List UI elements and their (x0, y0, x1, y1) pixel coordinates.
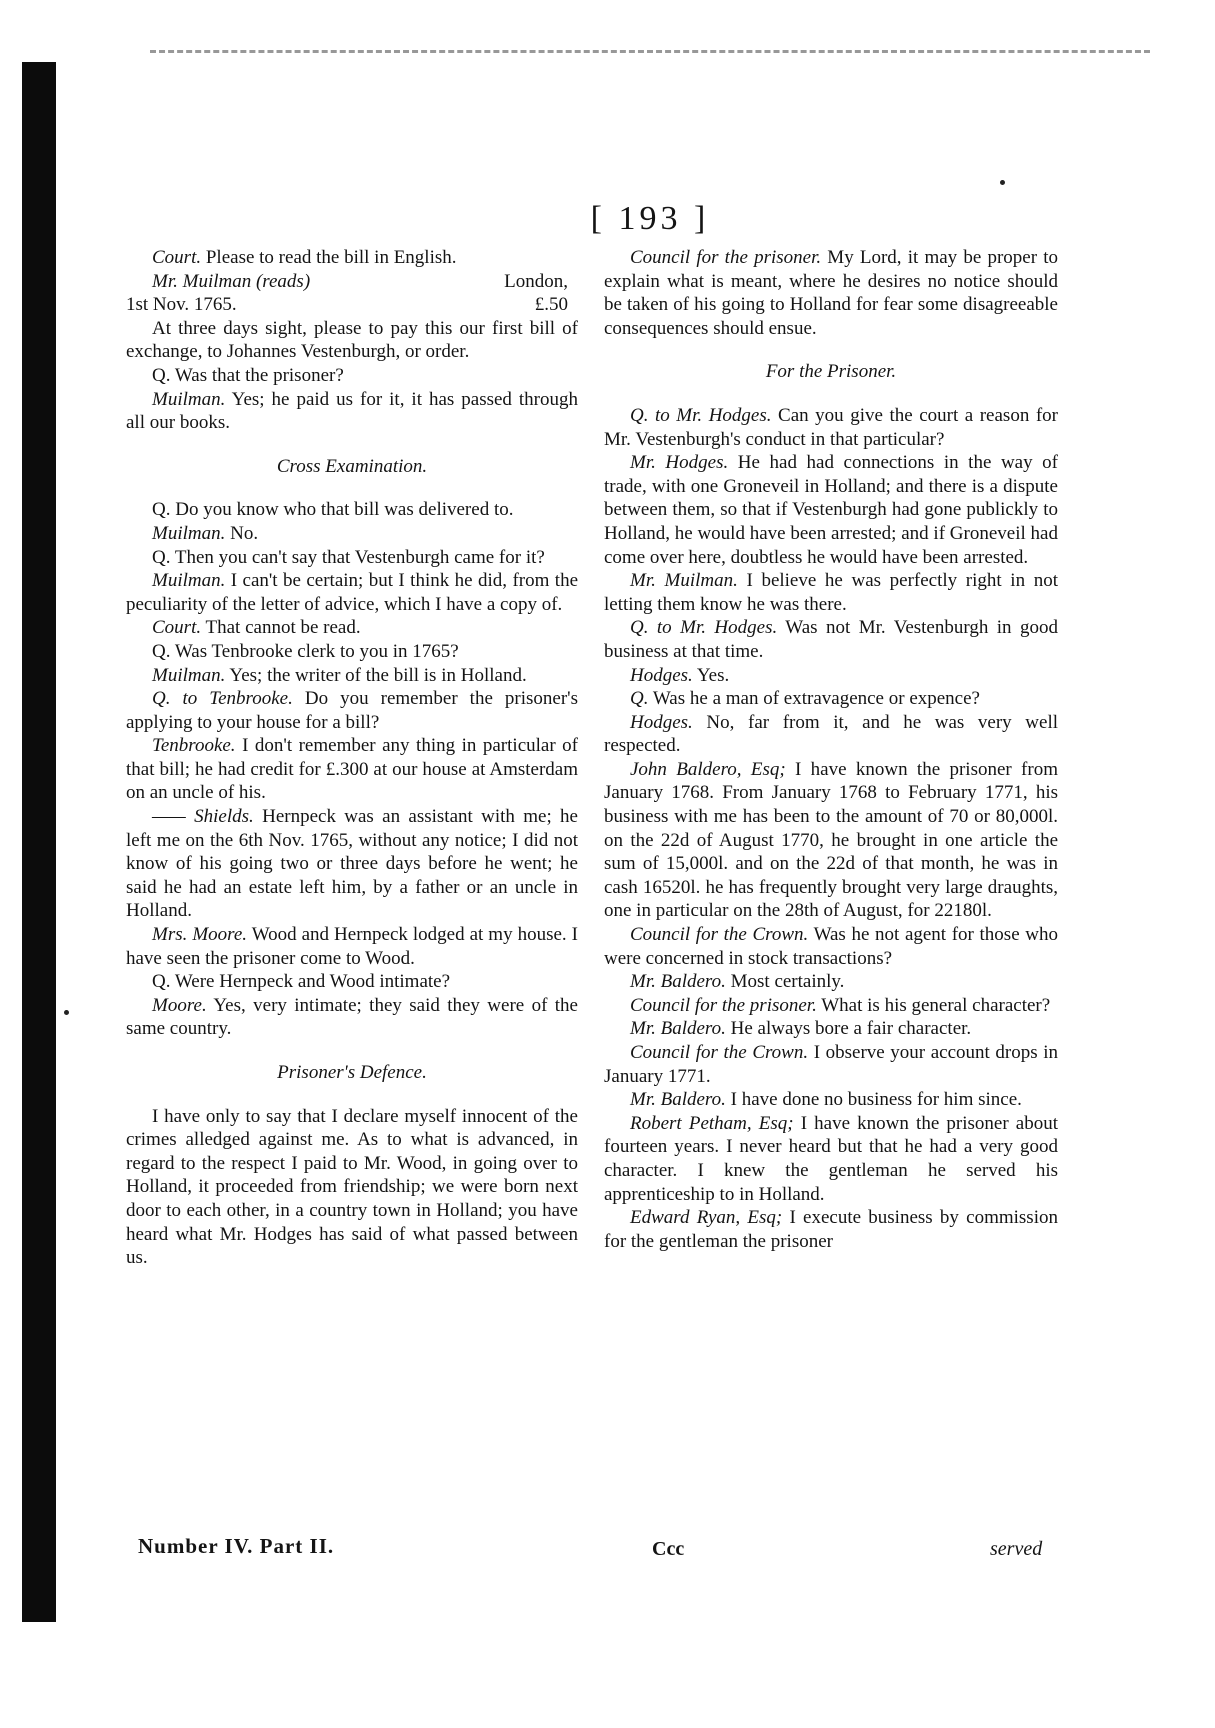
testimony-paragraph (604, 451, 1058, 569)
testimony-paragraph (126, 364, 578, 388)
bill-left-text: 1st Nov. 1765. (126, 294, 237, 316)
paragraph-text: I don't remember any thing in particular of that bill; he had credit for £.300 at our house at Amsterdam on an uncle of his. (126, 735, 578, 804)
testimony-paragraph (604, 569, 1058, 616)
testimony-paragraph (604, 246, 1058, 340)
speaker-label: Q. to Mr. Hodges. (630, 617, 778, 639)
paragraph-text: My Lord, it may be proper to explain what is meant, where he desires no notice should be taken of his going to Holland for fear some disagreeable consequences should ensue. (604, 247, 1058, 339)
testimony-paragraph (604, 687, 1058, 711)
speaker-label: Mr. Baldero. (630, 971, 726, 993)
testimony-paragraph (126, 388, 578, 435)
section-heading: For the Prisoner. (765, 361, 897, 383)
right-column (604, 246, 1058, 1253)
paragraph-text: Q. Was that the prisoner? (152, 364, 344, 386)
speaker-label: Mr. Baldero. (630, 1018, 726, 1040)
testimony-paragraph (126, 498, 578, 522)
testimony-paragraph (126, 970, 578, 994)
testimony-paragraph (604, 1088, 1058, 1112)
paragraph-text: Yes. (692, 664, 730, 686)
speaker-label: Court. (152, 617, 202, 639)
testimony-paragraph (126, 923, 578, 970)
paragraph-text: Wood and Hernpeck lodged at my house. I have seen the prisoner come to Wood. (126, 924, 578, 969)
paragraph-text: Was he a man of extravagence or expence? (648, 688, 980, 710)
paragraph-text: What is his general character? (816, 994, 1051, 1016)
testimony-paragraph (604, 616, 1058, 663)
speaker-label: —— Shields. (152, 806, 254, 828)
paragraph-text: I have known the prisoner about fourteen years. I never heard but that he had a very good character. I knew the gentleman he served his apprenticeship to in Holland. (604, 1112, 1058, 1205)
testimony-paragraph (604, 970, 1058, 994)
catchword: served (990, 1538, 1043, 1560)
speaker-label: Mr. Muilman. (630, 570, 738, 592)
speaker-label: Hodges. (630, 711, 693, 733)
testimony-paragraph (126, 246, 578, 270)
testimony-paragraph (604, 923, 1058, 970)
speaker-label: Muilman. (152, 388, 226, 410)
speaker-label: Council for the prisoner. (630, 247, 822, 268)
speaker-label: Hodges. (630, 664, 693, 686)
testimony-paragraph (604, 664, 1058, 688)
testimony-paragraph (604, 1041, 1058, 1088)
paragraph-text: Yes, very intimate; they said they were of the same country. (126, 994, 578, 1040)
bill-date-line (126, 293, 578, 317)
testimony-paragraph (604, 711, 1058, 758)
paragraph-text: I have done no business for him since. (725, 1089, 1022, 1111)
speaker-label: Q. to Mr. Hodges. (630, 404, 772, 426)
paragraph-text: That cannot be read. (201, 617, 361, 639)
testimony-paragraph (126, 640, 578, 664)
paragraph-text: He had had connections in the way of trade, with one Groneveil in Holland; and there is a dispute between them, so that if Vestenburgh had gone publickly to Holland, he would have been arrested; and if Groneveil had come over here, doubtless he would have been arrested. (604, 452, 1058, 568)
speaker-label: Court. (152, 247, 202, 268)
paragraph-text: Hernpeck was an assistant with me; he left me on the 6th Nov. 1765, without any notice; I did not know of his going two or three days before he went; he said he had an estate left him, by a father or an uncle in Holland. (126, 806, 578, 922)
paragraph-text: Q. Then you can't say that Vestenburgh came for it? (152, 546, 545, 568)
section-heading: Cross Examination. (276, 455, 428, 477)
paragraph-text: Most certainly. (725, 971, 845, 993)
testimony-paragraph (604, 1206, 1058, 1253)
ink-speck (64, 1010, 69, 1015)
testimony-paragraph (126, 805, 578, 923)
paragraph-text: I observe your account drops in January 1771. (604, 1042, 1058, 1087)
speaker-label: Tenbrooke. (152, 735, 236, 757)
testimony-paragraph (126, 546, 578, 570)
testimony-paragraph (126, 664, 578, 688)
paragraph-text: Q. Were Hernpeck and Wood intimate? (152, 971, 451, 993)
testimony-paragraph (126, 687, 578, 734)
bill-header-line (126, 270, 578, 294)
testimony-paragraph (126, 994, 578, 1041)
paragraph-text: Q. Was Tenbrooke clerk to you in 1765? (152, 640, 459, 662)
speaker-label: Robert Petham, Esq; (630, 1112, 794, 1134)
speaker-label: Q. (630, 688, 649, 710)
paragraph-text: He always bore a fair character. (725, 1018, 972, 1040)
testimony-paragraph (126, 569, 578, 616)
speaker-label: Edward Ryan, Esq; (630, 1207, 783, 1229)
paragraph-text: No, far from it, and he was very well respected. (604, 711, 1058, 757)
section-heading: Prisoner's Defence. (277, 1062, 427, 1083)
paragraph-text: I can't be certain; but I think he did, from the peculiarity of the letter of advice, which I have a copy of. (126, 570, 578, 615)
testimony-paragraph (604, 404, 1058, 451)
testimony-paragraph (126, 522, 578, 546)
bill-right-text: London, (504, 270, 568, 292)
speaker-label: Council for the Crown. (630, 924, 809, 946)
speaker-label: Mr. Baldero. (630, 1089, 726, 1111)
paragraph-text: At three days sight, please to pay this our first bill of exchange, to Johannes Vestenburgh, or order. (126, 317, 578, 363)
part-label: Number IV. Part II. (138, 1534, 335, 1558)
ink-speck (1000, 180, 1005, 185)
speaker-label: Mrs. Moore. (152, 924, 248, 946)
binding-shadow (22, 62, 56, 1622)
testimony-paragraph (604, 758, 1058, 923)
speaker-label: John Baldero, Esq; (630, 758, 786, 780)
paragraph-text: Yes; the writer of the bill is in Holland. (225, 664, 527, 686)
speaker-label: Muilman. (152, 522, 226, 544)
testimony-paragraph (126, 317, 578, 364)
testimony-paragraph (604, 1017, 1058, 1041)
paragraph-text: I have only to say that I declare myself innocent of the crimes alledged against me. As to what is advanced, in regard to the respect I paid to Mr. Wood, in going over to Holland, it proceeded from friendship; we were born next door to each other, in a country town in Holland; you have heard what Mr. Hodges has said of what passed between us. (126, 1105, 578, 1269)
speaker-label: Q. to Tenbrooke. (152, 688, 293, 710)
page-number: [ 193 ] (590, 200, 710, 237)
speaker-label: Council for the Crown. (630, 1042, 809, 1063)
paragraph-text: Please to read the bill in English. (201, 247, 457, 268)
left-column (126, 246, 578, 1270)
bill-right-text: £.50 (534, 294, 568, 316)
speaker-label: Mr. Hodges. (630, 452, 729, 474)
speaker-label: Muilman. (152, 570, 226, 592)
speaker-label: Muilman. (152, 664, 226, 686)
paragraph-text: Was he not agent for those who were concerned in stock transactions? (604, 924, 1058, 969)
testimony-paragraph (126, 616, 578, 640)
bill-left-text: Mr. Muilman (reads) (152, 270, 311, 292)
testimony-paragraph (126, 734, 578, 805)
paragraph-text: I execute business by commission for the gentleman the prisoner (604, 1207, 1058, 1252)
testimony-paragraph (604, 1112, 1058, 1206)
paragraph-text: Do you remember the prisoner's applying to your house for a bill? (126, 688, 578, 733)
paragraph-text: No. (225, 522, 259, 544)
paragraph-text: Yes; he paid us for it, it has passed through all our books. (126, 388, 578, 434)
testimony-paragraph (126, 1105, 578, 1270)
paragraph-text: I believe he was perfectly right in not letting them know he was there. (604, 570, 1058, 615)
paragraph-text: Q. Do you know who that bill was delivered to. (152, 499, 514, 521)
testimony-paragraph (604, 994, 1058, 1018)
speaker-label: Moore. (152, 994, 207, 1016)
speaker-label: Council for the prisoner. (630, 994, 817, 1016)
paragraph-text: I have known the prisoner from January 1768. From January 1768 to February 1771, his business with me has been to the amount of 70 or 80,000l. on the 22d of August 1770, he brought in one article the sum of 15,000l. and on the 22d of that month, he was in cash 16520l. he has frequently brought very large draughts, one in particular on the 28th of August, for 22180l. (604, 758, 1058, 922)
paragraph-text: Can you give the court a reason for Mr. Vestenburgh's conduct in that particular? (604, 404, 1058, 450)
top-edge-rule (150, 50, 1150, 53)
paragraph-text: Was not Mr. Vestenburgh in good business at that time. (604, 617, 1058, 662)
signature-mark: Ccc (652, 1538, 685, 1560)
